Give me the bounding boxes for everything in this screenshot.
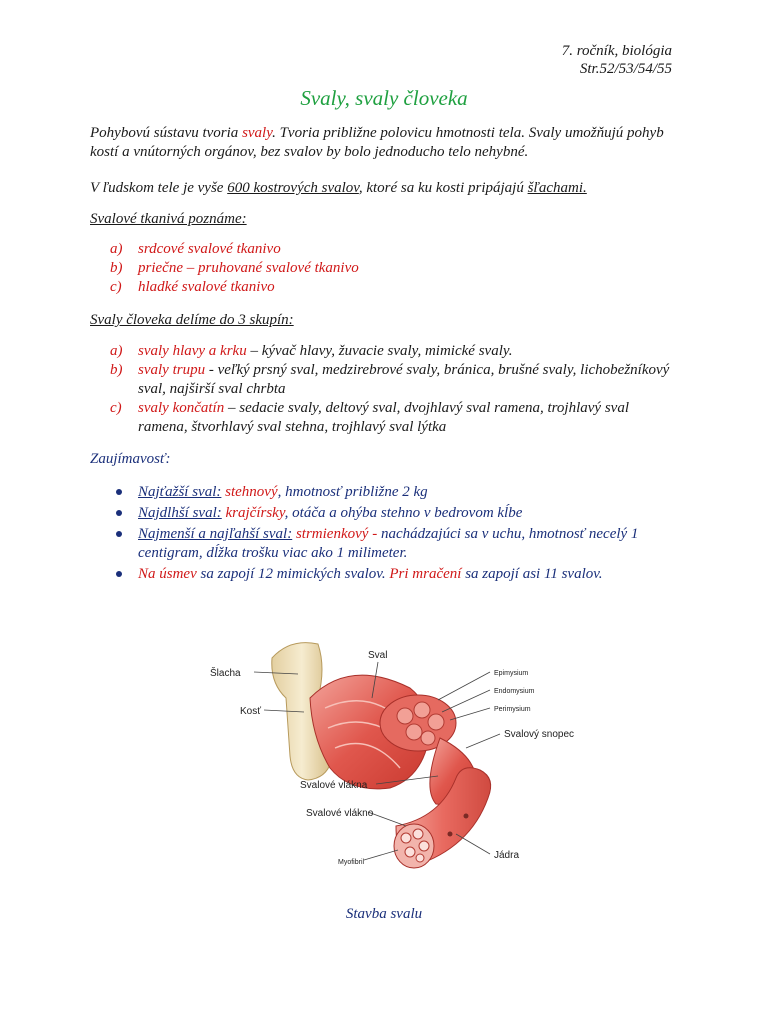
muscle-structure-figure	[200, 628, 600, 900]
tissues-heading: Svalové tkanivá poznáme:	[90, 211, 247, 227]
list-item: Najťažší sval: stehnový, hmotnosť približne 2 kg	[116, 483, 676, 502]
figure-caption: Stavba svalu	[345, 906, 423, 922]
intro-paragraph-2: V ľudskom tele je vyše 600 kostrových svalov, ktoré sa ku kosti pripájajú šľachami.	[90, 180, 587, 196]
list-item: b) priečne – pruhované svalové tkanivo	[110, 260, 359, 276]
label-epimysium: Epimysium	[494, 670, 529, 677]
list-item: b) svaly trupu - veľký prsný sval, medzirebrové svaly, bránica, brušné svaly, lichobežníkový sval, najširší sval chrbta	[110, 362, 670, 397]
list-item: Na úsmev sa zapojí 12 mimických svalov. Pri mračení sa zapojí asi 11 svalov.	[116, 565, 676, 584]
facts-heading: Zaujímavosť:	[90, 451, 171, 467]
list-item: a) svaly hlavy a krku – kývač hlavy, žuvacie svaly, mimické svaly.	[110, 343, 513, 359]
bullet-icon	[116, 531, 122, 537]
bullet-icon	[116, 510, 122, 516]
label-endomysium: Endomysium	[494, 688, 535, 695]
intro-paragraph-1: Pohybovú sústavu tvoria svaly. Tvoria približne polovicu hmotnosti tela. Svaly umožňujú pohyb kostí a vnútorných orgánov, bez svalov by bolo jednoducho telo nehybné.	[90, 125, 664, 160]
bullet-icon	[116, 571, 122, 577]
list-item: c) hladké svalové tkanivo	[110, 279, 275, 295]
label-vlakna: Svalové vlákna	[300, 780, 368, 791]
label-vlakno: Svalové vlákno	[306, 808, 374, 819]
list-item: Najdlhší sval: krajčírsky, otáča a ohýba stehno v bedrovom kĺbe	[116, 504, 676, 523]
label-jadra: Jádra	[494, 850, 520, 861]
highlight-svaly: svaly	[242, 125, 273, 141]
groups-list	[110, 342, 670, 437]
label-perimysium: Perimysium	[494, 706, 531, 713]
header-pages: Str.52/53/54/55	[579, 61, 672, 77]
page-header	[562, 42, 672, 78]
label-myofibril: Myofibril	[338, 859, 365, 866]
tissues-list	[110, 240, 670, 297]
label-snopec: Svalový snopec	[504, 729, 575, 740]
list-item: c) svaly končatín – sedacie svaly, deltový sval, dvojhlavý sval ramena, trojhlavý sval ramena, štvorhlavý sval stehna, trojhlavý sval lýtka	[110, 400, 629, 435]
list-item: a) srdcové svalové tkanivo	[110, 241, 281, 257]
bullet-icon	[116, 489, 122, 495]
groups-heading: Svaly človeka delíme do 3 skupín:	[90, 312, 294, 328]
facts-list	[116, 483, 676, 586]
label-slacha: Šlacha	[210, 668, 241, 679]
label-kost: Kosť	[240, 706, 261, 717]
header-grade: 7. ročník, biológia	[561, 43, 672, 59]
list-item: Najmenší a najľahší sval: strmienkový - nachádzajúci sa v uchu, hmotnosť necelý 1 centigram, dĺžka trošku viac ako 1 milimeter.	[116, 525, 676, 563]
page-title: Svaly, svaly človeka	[300, 86, 468, 110]
label-sval: Sval	[368, 650, 388, 661]
